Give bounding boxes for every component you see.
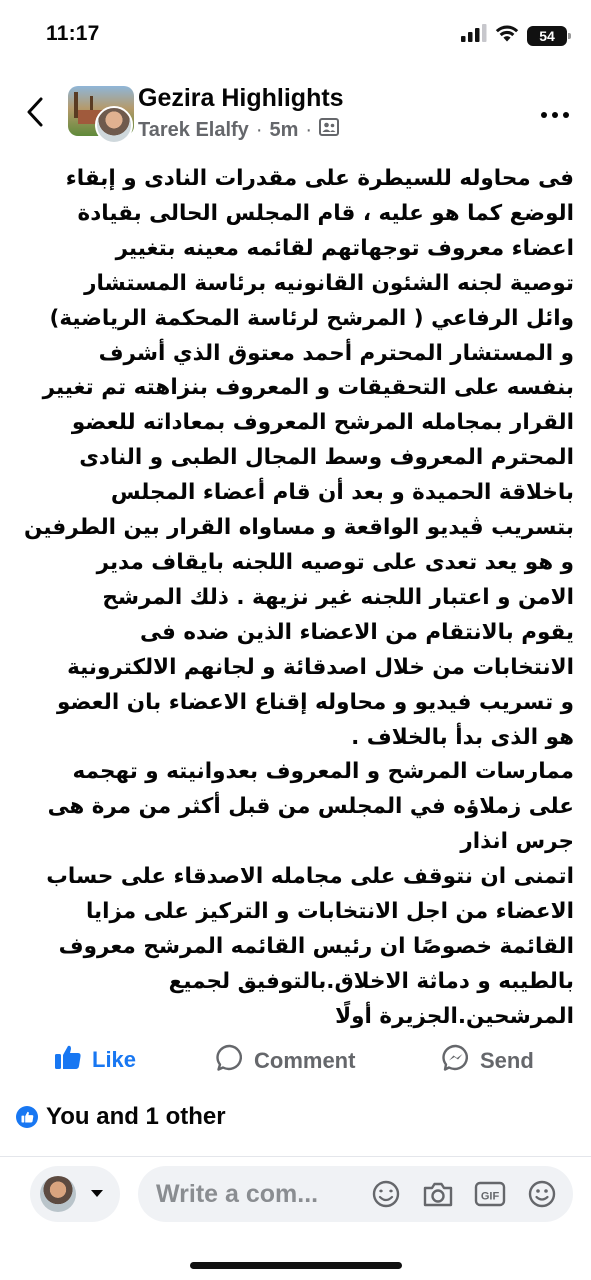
post-line: الانتخابات من خلال اصدقائة و لجانهم الالكترونية — [67, 654, 574, 680]
more-options-button[interactable] — [537, 100, 573, 130]
post-line: المرشحين.الجزيرة أولًا — [335, 1003, 574, 1029]
more-horizontal-icon — [541, 112, 547, 118]
battery-icon — [527, 26, 567, 46]
divider — [0, 1156, 591, 1157]
post-line: باخلاقة الحميدة و بعد أن قام أعضاء المجلس — [110, 480, 574, 506]
cellular-signal-icon — [461, 24, 487, 47]
post-header — [0, 80, 591, 150]
like-button[interactable] — [54, 1044, 136, 1076]
gif-icon[interactable] — [473, 1178, 507, 1210]
author-name[interactable]: Tarek Elalfy — [138, 118, 249, 141]
post-line: وائل الرفاعي ( المرشح لرئاسة المحكمة الرياضية) — [49, 305, 574, 331]
status-time: 11:17 — [46, 22, 100, 45]
post-line: اتمنى ان نتوقف على مجامله الاصدقاء على حساب — [46, 864, 574, 890]
messenger-icon — [442, 1044, 470, 1078]
home-indicator[interactable] — [190, 1262, 402, 1269]
back-button[interactable] — [20, 96, 50, 132]
wifi-icon — [495, 24, 519, 47]
comment-composer — [0, 1166, 591, 1226]
chevron-left-icon — [25, 96, 45, 133]
post-line: الوضع كما هو عليه ، قام المجلس الحالى بقيادة — [77, 200, 574, 226]
post-meta — [138, 118, 339, 142]
send-button[interactable] — [442, 1044, 534, 1078]
post-line: الاعضاء من اجل الانتخابات و التركيز على مزايا — [85, 899, 574, 925]
post-line: القائمة خصوصًا ان رئيس القائمه المرشح معروف — [58, 933, 574, 959]
avatar — [40, 1176, 76, 1212]
group-audience-icon — [319, 118, 339, 142]
post-line: توصية لجنه الشئون القانونيه برئاسة المستشار — [84, 270, 574, 296]
like-label: Like — [92, 1047, 137, 1072]
post-line: المحترم المعروف وسط المجال الطبى و النادى — [79, 445, 574, 471]
comment-button[interactable] — [216, 1044, 355, 1078]
post-line: بالطيبه و دماثة الاخلاق.بالتوفيق لجميع — [168, 968, 574, 994]
post-line: بتسريب ڤيديو الواقعة و مساواه القرار بين الطرفين — [24, 515, 574, 541]
post-line: القرار بمجامله المرشح المعروف بمعاداته للعضو — [71, 410, 574, 436]
profile-switcher-button[interactable] — [30, 1166, 120, 1222]
post-line: و تسريب فيديو و محاوله إقناع الاعضاء بان العضو — [57, 689, 574, 715]
caret-down-icon — [90, 1185, 104, 1203]
like-reaction-icon — [16, 1106, 38, 1128]
post-line: جرس انذار — [460, 829, 574, 855]
send-label: Send — [480, 1048, 534, 1073]
comment-placeholder: Write a com... — [156, 1180, 319, 1208]
post-line: ممارسات المرشح و المعروف بعدوانيته و تهجمه — [72, 759, 574, 785]
post-line: بنفسه على التحقيقات و المعروف بنزاهته تم تغيير — [42, 375, 574, 401]
status-bar — [0, 0, 591, 70]
emoji-icon[interactable] — [525, 1178, 559, 1210]
avatar-sticker-icon[interactable] — [369, 1178, 403, 1210]
battery-level: 54 — [539, 27, 555, 44]
camera-icon[interactable] — [421, 1178, 455, 1210]
meta-separator: · — [255, 118, 263, 141]
post-body — [18, 162, 574, 1035]
author-avatar[interactable] — [95, 106, 133, 144]
group-name[interactable]: Gezira Highlights — [138, 84, 344, 112]
status-icons — [461, 24, 567, 47]
post-actions — [0, 1040, 591, 1086]
post-line: هو الذى بدأ بالخلاف . — [351, 724, 574, 750]
thumbs-up-icon — [54, 1044, 82, 1076]
comment-bubble-icon — [216, 1044, 244, 1078]
meta-separator-2: · — [305, 118, 313, 141]
reactions-text: You and 1 other — [46, 1103, 226, 1130]
comment-label: Comment — [254, 1048, 356, 1073]
post-line: و هو يعد تعدى على توصيه اللجنه بايقاف مدير — [96, 549, 574, 575]
post-time[interactable]: 5m — [269, 118, 299, 141]
post-line: و المستشار المحترم أحمد معتوق الذي أشرف — [98, 340, 574, 366]
composer-icons — [369, 1178, 559, 1210]
post-line: على زملاؤه في المجلس من قبل أكثر من مرة هى — [47, 794, 574, 820]
post-line: يقوم بالانتقام من الاعضاء الذين ضده فى — [140, 619, 574, 645]
reactions-summary[interactable] — [16, 1103, 226, 1131]
comment-input[interactable] — [138, 1166, 573, 1222]
svg-text:GIF: GIF — [480, 1190, 500, 1203]
post-line: فى محاوله للسيطرة على مقدرات النادى و إبقاء — [65, 166, 574, 191]
post-line: اعضاء معروف توجهاتهم لقائمه معينه بتغيير — [115, 235, 574, 261]
post-line: الامن و اعتبار اللجنه غير نزيهة . ذلك المرشح — [102, 584, 574, 610]
